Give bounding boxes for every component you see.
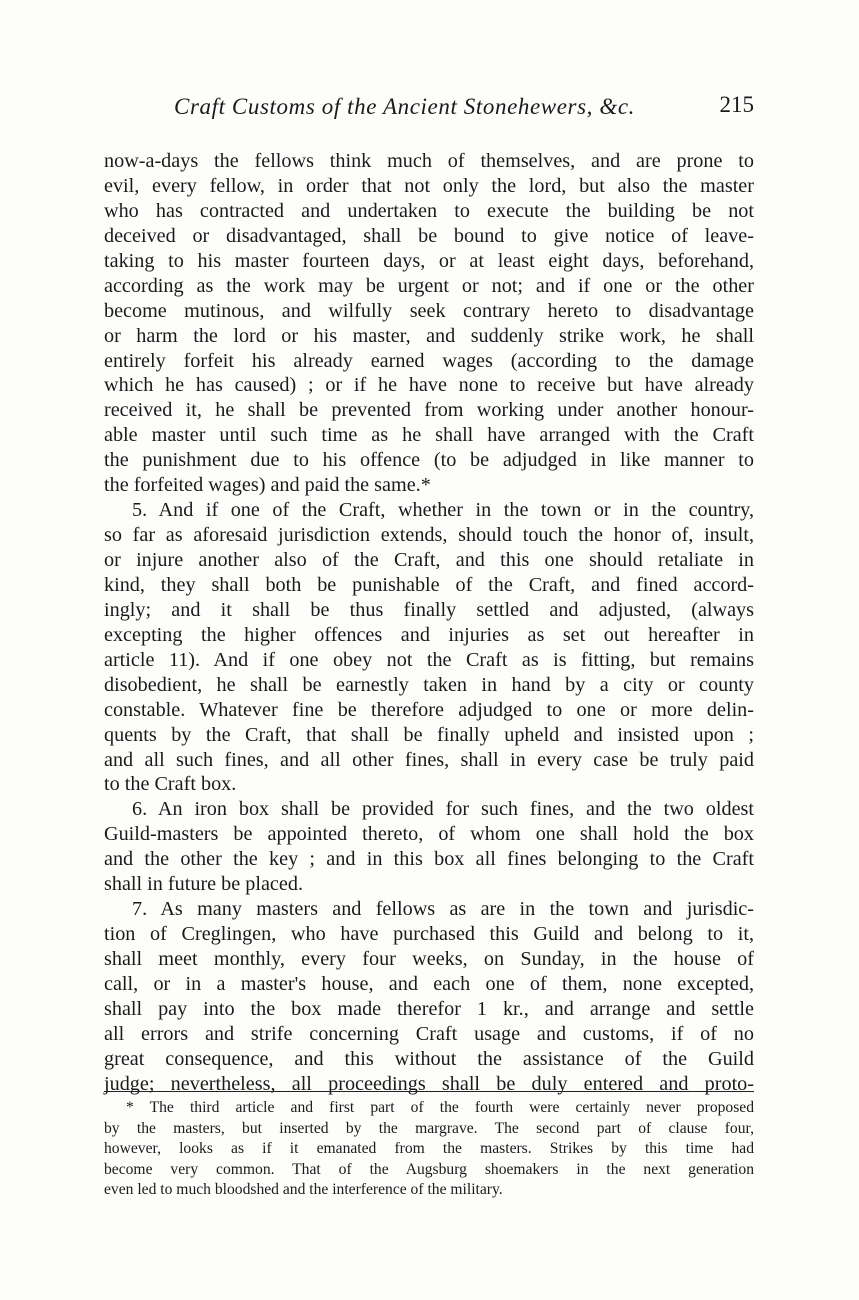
page-number: 215 xyxy=(719,92,754,117)
body-line: so far as aforesaid jurisdiction extends, should touch the honor of, insult, xyxy=(104,524,754,547)
body-line: the forfeited wages) and paid the same.* xyxy=(104,474,431,497)
footnote-line: become very common. That of the Augsburg shoemakers in the next generation xyxy=(104,1160,754,1178)
body-line: and the other the key ; and in this box all fines belonging to the Craft xyxy=(104,848,754,871)
footnote-line: however, looks as if it emanated from the masters. Strikes by this time had xyxy=(104,1140,754,1158)
footnote-divider xyxy=(104,1091,754,1092)
body-line: shall meet monthly, every four weeks, on Sunday, in the house of xyxy=(104,948,754,970)
body-line: constable. Whatever fine be therefore adjudged to one or more delin- xyxy=(104,698,754,721)
footnotes xyxy=(104,1098,754,1201)
body-line: received it, he shall be prevented from working under another honour- xyxy=(104,399,754,422)
body-line: shall pay into the box made therefor 1 kr., and arrange and settle xyxy=(104,997,754,1020)
body-line: Guild-masters be appointed thereto, of whom one shall hold the box xyxy=(104,823,754,846)
body-line: which he has caused) ; or if he have none to receive but have already xyxy=(104,374,754,397)
body-line: article 11). And if one obey not the Craft as is fitting, but remains xyxy=(104,648,754,671)
article-6-start: 6. An iron box shall be provided for such fines, and the two oldest xyxy=(132,798,754,821)
body-line: who has contracted and undertaken to execute the building be not xyxy=(104,199,754,222)
body-line: deceived or disadvantaged, shall be bound to give notice of leave- xyxy=(104,224,754,247)
body-line: tion of Creglingen, who have purchased this Guild and belong to it, xyxy=(104,923,754,946)
body-line: judge; nevertheless, all proceedings shall be duly entered and proto- xyxy=(104,1072,754,1095)
body-line: evil, every fellow, in order that not only the lord, but also the master xyxy=(104,174,754,197)
body-line: taking to his master fourteen days, or at least eight days, beforehand, xyxy=(104,249,754,272)
body-line: now-a-days the fellows think much of themselves, and are prone to xyxy=(104,150,754,172)
body-line: able master until such time as he shall have arranged with the Craft xyxy=(104,424,754,447)
body-line: shall in future be placed. xyxy=(104,873,303,896)
body-line: disobedient, he shall be earnestly taken in hand by a city or county xyxy=(104,673,754,696)
body-line: or injure another also of the Craft, and this one should retaliate in xyxy=(104,549,754,571)
body-line: to the Craft box. xyxy=(104,773,237,796)
body-line: and all such fines, and all other fines, shall in every case be truly paid xyxy=(104,748,754,771)
body-line: entirely forfeit his already earned wages (according to the damage xyxy=(104,349,754,372)
footnote-line: even led to much bloodshed and the interference of the military. xyxy=(104,1181,503,1199)
article-7-start: 7. As many masters and fellows as are in the town and jurisdic- xyxy=(132,898,754,921)
body-line: ingly; and it shall be thus finally settled and adjusted, (always xyxy=(104,598,754,621)
body-line: or harm the lord or his master, and suddenly strike work, he shall xyxy=(104,324,754,347)
body-line: quents by the Craft, that shall be finally upheld and insisted upon ; xyxy=(104,723,754,746)
body-line: excepting the higher offences and injuries as set out hereafter in xyxy=(104,623,754,646)
body-line: kind, they shall both be punishable of the Craft, and fined accord- xyxy=(104,573,754,596)
body-line: call, or in a master's house, and each one of them, none excepted, xyxy=(104,972,754,995)
article-5-start: 5. And if one of the Craft, whether in the town or in the country, xyxy=(132,499,754,522)
running-title: Craft Customs of the Ancient Stonehewers, &c. xyxy=(174,94,635,119)
body-line: great consequence, and this without the assistance of the Guild xyxy=(104,1047,754,1070)
body-text xyxy=(104,149,754,1097)
running-header xyxy=(104,94,754,126)
footnote-line: by the masters, but inserted by the margrave. The second part of clause four, xyxy=(104,1119,754,1137)
body-line: the punishment due to his offence (to be adjudged in like manner to xyxy=(104,449,754,472)
body-line: according as the work may be urgent or not; and if one or the other xyxy=(104,274,754,297)
body-line: all errors and strife concerning Craft usage and customs, if of no xyxy=(104,1022,754,1045)
body-line: become mutinous, and wilfully seek contrary hereto to disadvantage xyxy=(104,299,754,322)
footnote-line: * The third article and first part of the fourth were certainly never proposed xyxy=(126,1099,754,1116)
